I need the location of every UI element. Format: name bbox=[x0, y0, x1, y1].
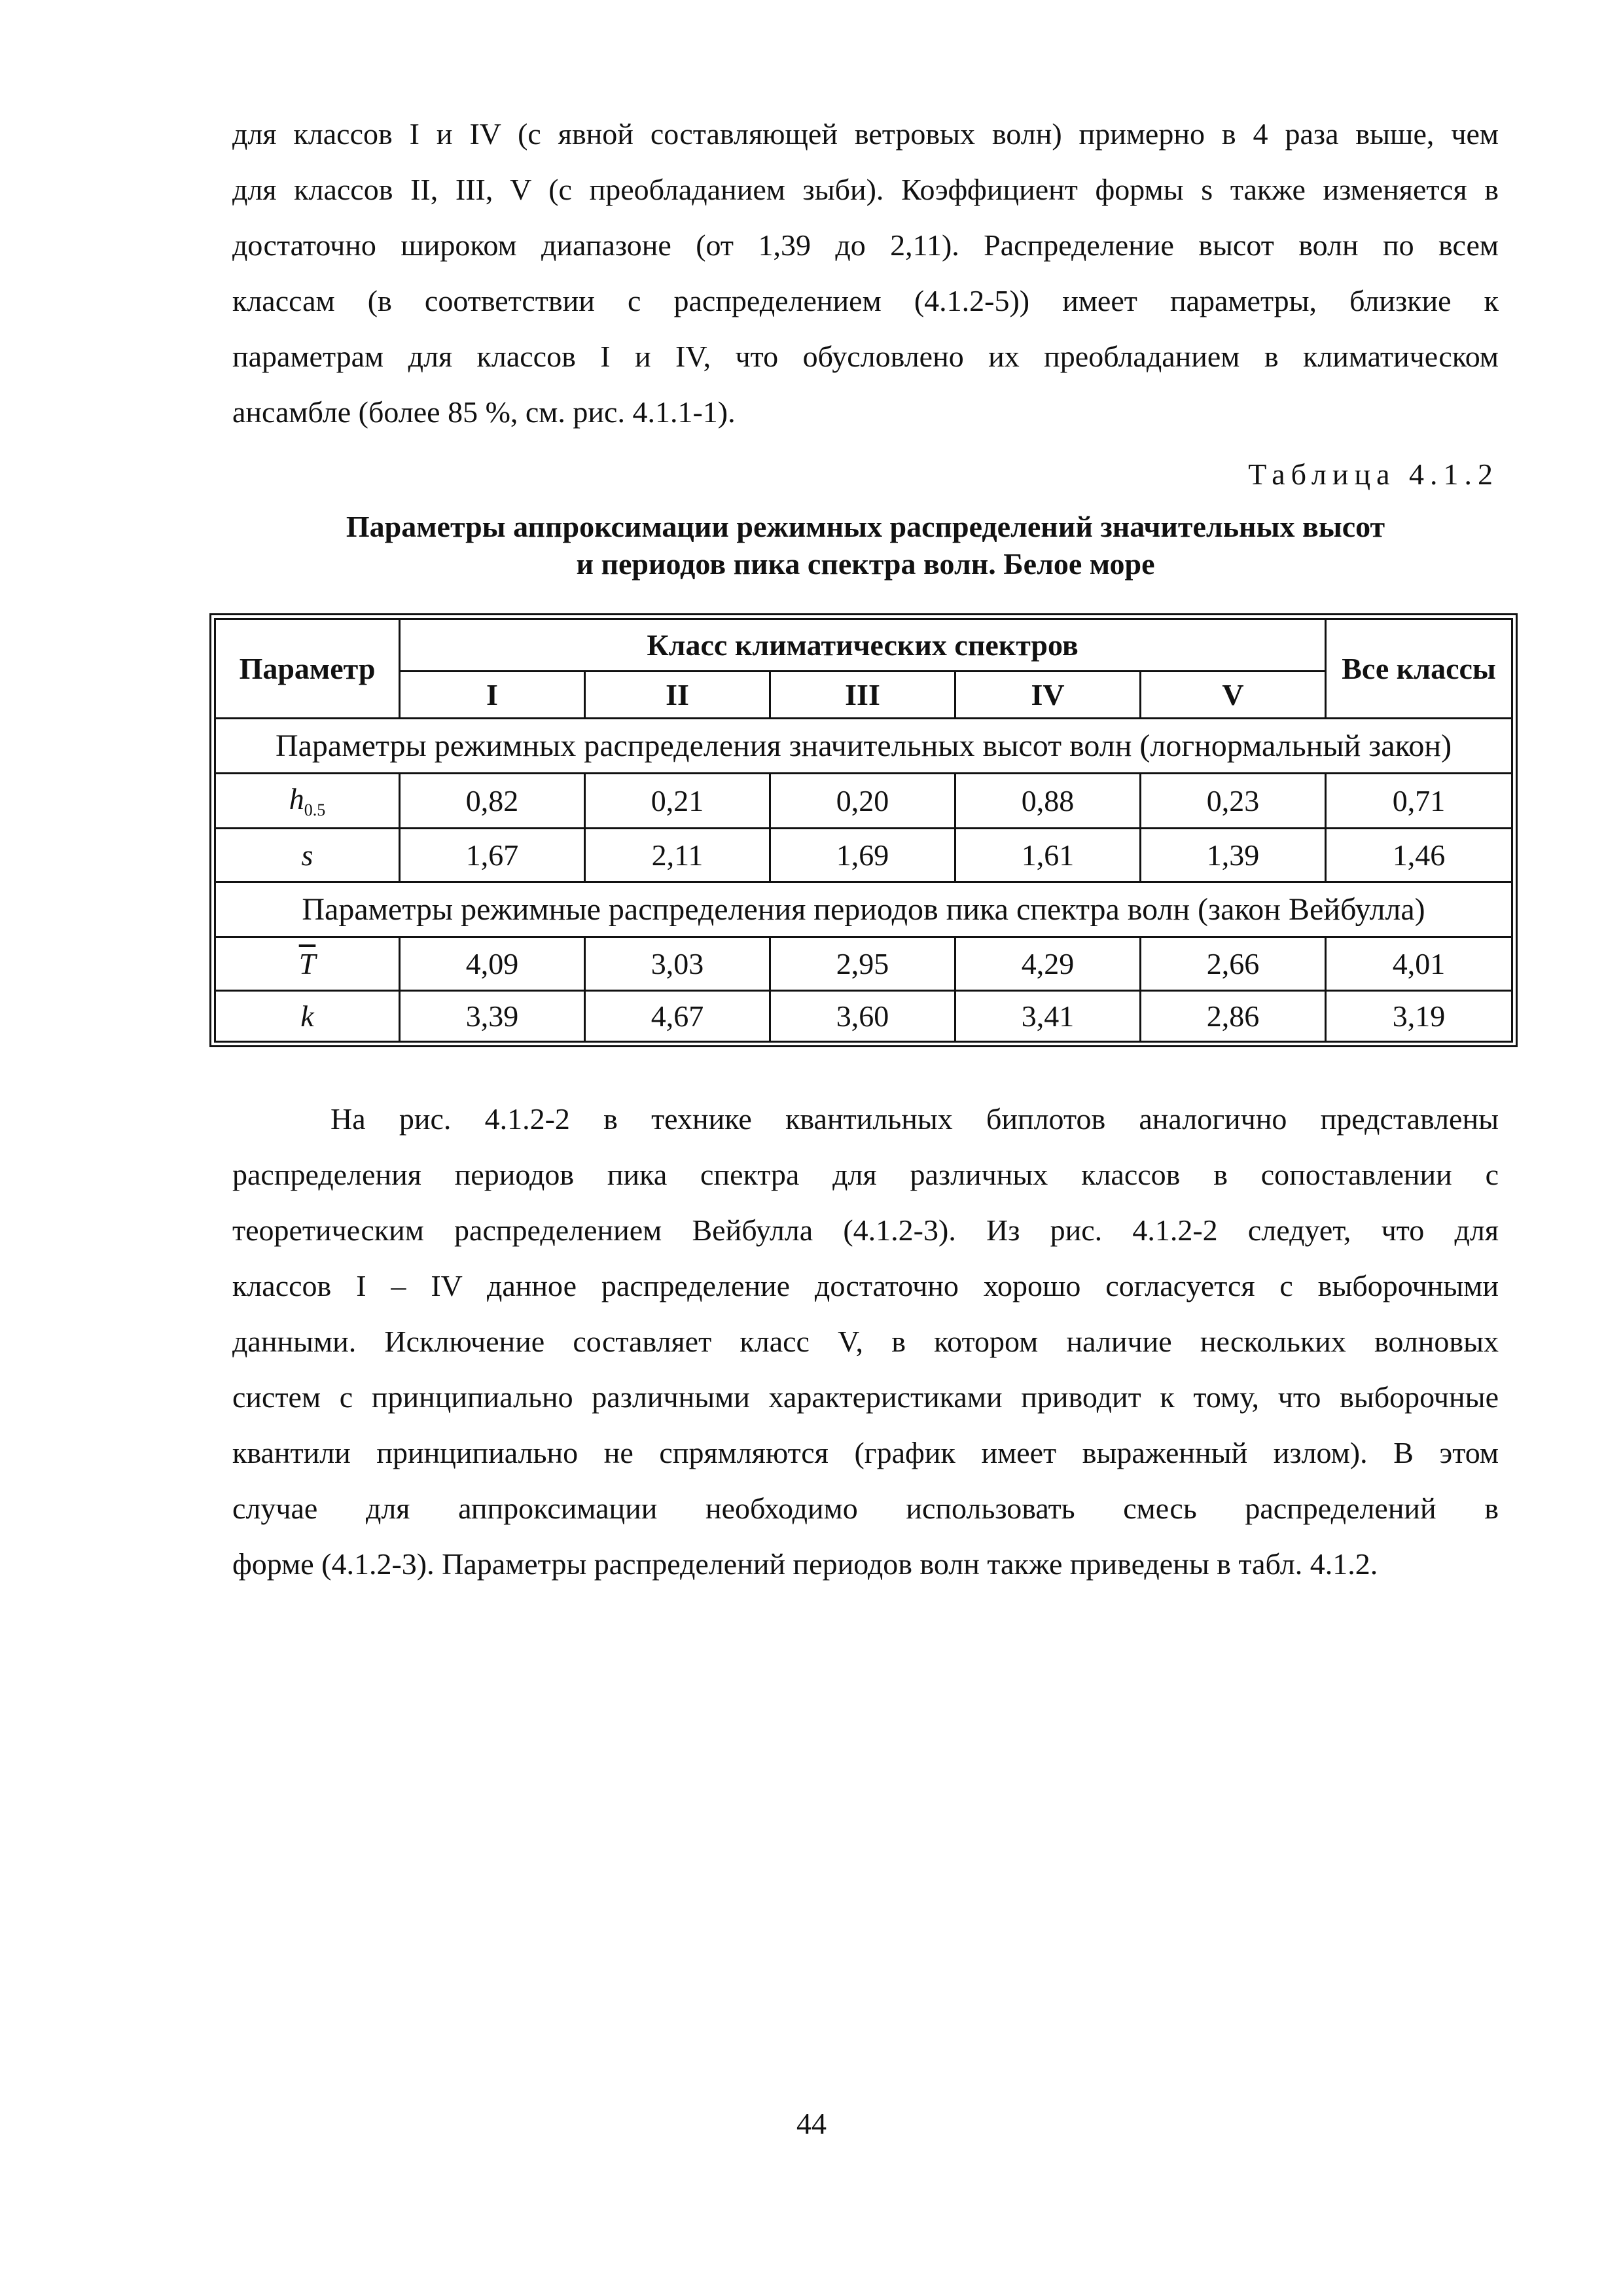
param-symbol-cell bbox=[215, 937, 400, 991]
text-line: теоретическим распределением Вейбулла (4.1.2-3). Из рис. 4.1.2-2 следует, что для bbox=[232, 1213, 1499, 1247]
value-cell: 2,66 bbox=[1141, 937, 1326, 991]
value-cell: 3,60 bbox=[770, 991, 955, 1042]
value-cell: 2,11 bbox=[585, 829, 770, 882]
table-label: Таблица 4.1.2 bbox=[1248, 457, 1499, 491]
class-header: I bbox=[400, 672, 585, 719]
table-title-line-2: и периодов пика спектра волн. Белое море bbox=[576, 547, 1155, 581]
text-line: распределения периодов пика спектра для различных классов в сопоставлении с bbox=[232, 1158, 1499, 1191]
value-cell: 0,20 bbox=[770, 774, 955, 829]
table-header-row bbox=[215, 619, 1512, 672]
param-symbol-cell bbox=[215, 829, 400, 882]
param-symbol: $\overline{T}$ bbox=[298, 947, 316, 980]
table-row bbox=[215, 829, 1512, 882]
class-header: III bbox=[770, 672, 955, 719]
table-row bbox=[215, 991, 1512, 1042]
all-classes-header: Все классы bbox=[1326, 619, 1512, 719]
table-row bbox=[215, 774, 1512, 829]
text-line: ансамбле (более 85 %, см. рис. 4.1.1-1). bbox=[232, 395, 736, 429]
value-cell: 2,95 bbox=[770, 937, 955, 991]
all-classes-cell: 4,01 bbox=[1326, 937, 1512, 991]
value-cell: 3,39 bbox=[400, 991, 585, 1042]
value-cell: 0,88 bbox=[955, 774, 1141, 829]
all-classes-cell: 1,46 bbox=[1326, 829, 1512, 882]
value-cell: 4,09 bbox=[400, 937, 585, 991]
parameters-table bbox=[214, 618, 1513, 1043]
value-cell: 3,03 bbox=[585, 937, 770, 991]
value-cell: 3,41 bbox=[955, 991, 1141, 1042]
param-symbol: k bbox=[300, 999, 314, 1033]
param-symbol-cell bbox=[215, 991, 400, 1042]
group-title-heights: Параметры режимных распределения значительных высот волн (логнормальный закон) bbox=[215, 719, 1512, 774]
value-cell: 1,39 bbox=[1141, 829, 1326, 882]
param-symbol-cell bbox=[215, 774, 400, 829]
value-cell: 0,82 bbox=[400, 774, 585, 829]
text-line: случае для аппроксимации необходимо использовать смесь распределений в bbox=[232, 1492, 1499, 1525]
text-line: классам (в соответствии с распределением (4.1.2-5)) имеет параметры, близкие к bbox=[232, 284, 1499, 317]
text-line: На рис. 4.1.2-2 в технике квантильных биплотов аналогично представлены bbox=[330, 1102, 1499, 1136]
class-header-row bbox=[215, 672, 1512, 719]
value-cell: 2,86 bbox=[1141, 991, 1326, 1042]
value-cell: 1,61 bbox=[955, 829, 1141, 882]
param-header: Параметр bbox=[215, 619, 400, 719]
text-line: классов I – IV данное распределение достаточно хорошо согласуется с выборочными bbox=[232, 1269, 1499, 1302]
text-line: систем с принципиально различными характеристиками приводит к тому, что выборочные bbox=[232, 1380, 1499, 1414]
table-row bbox=[215, 937, 1512, 991]
group-title-periods: Параметры режимные распределения периодов пика спектра волн (закон Вейбулла) bbox=[215, 882, 1512, 937]
all-classes-cell: 0,71 bbox=[1326, 774, 1512, 829]
value-cell: 0,21 bbox=[585, 774, 770, 829]
class-group-header: Класс климатических спектров bbox=[400, 619, 1326, 672]
value-cell: 1,67 bbox=[400, 829, 585, 882]
value-cell: 0,23 bbox=[1141, 774, 1326, 829]
param-subscript: 0.5 bbox=[304, 800, 326, 819]
table-title-line-1: Параметры аппроксимации режимных распределений значительных высот bbox=[346, 510, 1385, 543]
text-line: квантили принципиально не спрямляются (график имеет выраженный излом). В этом bbox=[232, 1436, 1499, 1469]
value-cell: 4,67 bbox=[585, 991, 770, 1042]
group-row bbox=[215, 719, 1512, 774]
text-line: для классов II, III, V (с преобладанием зыби). Коэффициент формы s также изменяется в bbox=[232, 173, 1499, 206]
all-classes-cell: 3,19 bbox=[1326, 991, 1512, 1042]
class-header: V bbox=[1141, 672, 1326, 719]
value-cell: 1,69 bbox=[770, 829, 955, 882]
value-cell: 4,29 bbox=[955, 937, 1141, 991]
text-line: форме (4.1.2-3). Параметры распределений периодов волн также приведены в табл. 4.1.2. bbox=[232, 1547, 1378, 1581]
text-line: параметрам для классов I и IV, что обусловлено их преобладанием в климатическом bbox=[232, 340, 1499, 373]
group-row bbox=[215, 882, 1512, 937]
param-symbol: s bbox=[301, 838, 313, 872]
page-number: 44 bbox=[796, 2107, 827, 2140]
class-header: II bbox=[585, 672, 770, 719]
param-symbol: h bbox=[289, 782, 304, 816]
text-line: достаточно широком диапазоне (от 1,39 до 2,11). Распределение высот волн по всем bbox=[232, 228, 1499, 262]
text-line: данными. Исключение составляет класс V, в котором наличие нескольких волновых bbox=[232, 1325, 1499, 1358]
text-line: для классов I и IV (с явной составляющей ветровых волн) примерно в 4 раза выше, чем bbox=[232, 117, 1499, 151]
class-header: IV bbox=[955, 672, 1141, 719]
